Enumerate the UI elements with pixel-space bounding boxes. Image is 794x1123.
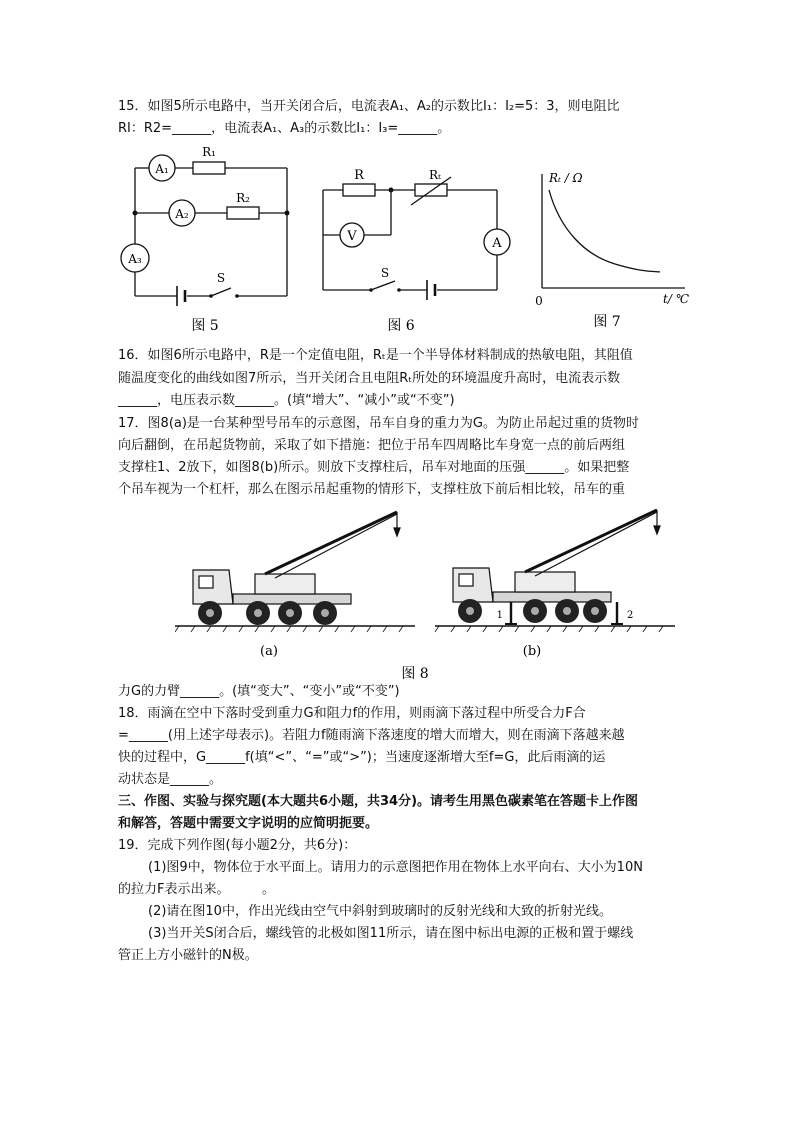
q17-line-5: 力G的力臂______。(填“变大”、“变小”或“不变”) [118, 684, 400, 699]
q17-line-2: 向后翻倒，在吊起货物前，采取了如下措施：把位于吊车四周略比车身宽一点的前后两组 [118, 438, 626, 453]
q19-line-5: (3)当开关S闭合后，螺线管的北极如图11所示，请在图中标出电源的正极和置于螺线 [148, 926, 634, 941]
q15-line-1: 15．如图5所示电路中，当开关闭合后，电流表A₁、A₂的示数比I₁：I₂=5：3，则电阻比 [118, 99, 620, 114]
q19-line-2: (1)图9中，物体位于水平面上。请用力的示意图把作用在物体上水平向右、大小为10N [148, 860, 643, 875]
figure-5-circuit [115, 140, 295, 340]
support-post-2-label: 2 [627, 610, 634, 621]
section-3-heading-line-2: 和解答，答题中需要文字说明的应简明扼要。 [118, 816, 379, 831]
voltmeter-label: V [347, 229, 357, 244]
support-post-1-label: 1 [496, 610, 503, 621]
q18-line-4: 动状态是______。 [118, 772, 223, 787]
ammeter-a1-label: A₁ [155, 162, 169, 176]
switch-s-label: S [380, 266, 390, 280]
q16-line-2: 随温度变化的曲线如图7所示，当开关闭合且电阻Rₜ所处的环境温度升高时，电流表示数 [118, 371, 621, 386]
resistor-r1-label: R₁ [202, 145, 216, 159]
q18-line-3: 快的过程中，G______f(填“<”、“=”或“>”)；当速度逐渐增大至f=G，此后雨滴的运 [118, 750, 606, 765]
resistor-r2-label: R₂ [236, 191, 250, 205]
q19-line-3: 的拉力F表示出来。 。 [118, 882, 275, 897]
q17-line-3: 支撑柱1、2放下，如图8(b)所示。则放下支撑柱后，吊车对地面的压强______。如果把整 [118, 460, 630, 475]
ammeter-a3-label: A₃ [128, 252, 142, 266]
origin-label: 0 [535, 294, 543, 308]
q19-line-6: 管正上方小磁针的N极。 [118, 948, 258, 963]
figure-8-crane [175, 498, 675, 686]
switch-s-label: S [216, 271, 226, 285]
thermistor-rt-label: Rₜ [429, 168, 441, 182]
figure-7-graph [525, 160, 705, 340]
figure-5-caption: 图 5 [191, 318, 219, 334]
figure-6-circuit [315, 165, 515, 340]
q19-line-1: 19．完成下列作图(每小题2分，共6分)： [118, 838, 357, 853]
ammeter-a2-label: A₂ [175, 207, 189, 221]
crane-b-label: (b) [522, 644, 542, 659]
q18-line-1: 18．雨滴在空中下落时受到重力G和阻力f的作用，则雨滴下落过程中所受合力F合 [118, 706, 586, 721]
q16-line-1: 16．如图6所示电路中，R是一个定值电阻，Rₜ是一个半导体材料制成的热敏电阻，其阻值 [118, 348, 633, 363]
figure-6-caption: 图 6 [387, 318, 415, 334]
q17-line-4: 个吊车视为一个杠杆，那么在图示吊起重物的情形下，支撑柱放下前后相比较，吊车的重 [118, 482, 626, 497]
y-axis-label: Rₜ / Ω [549, 171, 583, 185]
q17-line-1: 17．图8(a)是一台某种型号吊车的示意图，吊车自身的重力为G。为防止吊起过重的货物时 [118, 416, 639, 431]
resistor-r-label: R [354, 168, 364, 183]
q19-line-4: (2)请在图10中，作出光线由空气中斜射到玻璃时的反射光线和大致的折射光线。 [148, 904, 612, 919]
x-axis-label: t/ ℃ [663, 292, 690, 306]
section-3-heading-line-1: 三、作图、实验与探究题(本大题共6小题，共34分)。请考生用黑色碳素笔在答题卡上作图 [118, 794, 639, 809]
q18-line-2: =______(用上述字母表示)。若阻力f随雨滴下落速度的增大而增大，则在雨滴下落越来越 [118, 728, 625, 743]
q15-line-2: RI：R2=______，电流表A₁、A₃的示数比I₁：I₃=______。 [118, 121, 451, 136]
figure-8-caption: 图 8 [401, 666, 429, 682]
crane-a-label: (a) [260, 644, 278, 659]
figure-7-caption: 图 7 [593, 314, 621, 330]
ammeter-label: A [492, 236, 502, 251]
q16-line-3: ______，电压表示数______。(填“增大”、“减小”或“不变”) [118, 393, 455, 408]
